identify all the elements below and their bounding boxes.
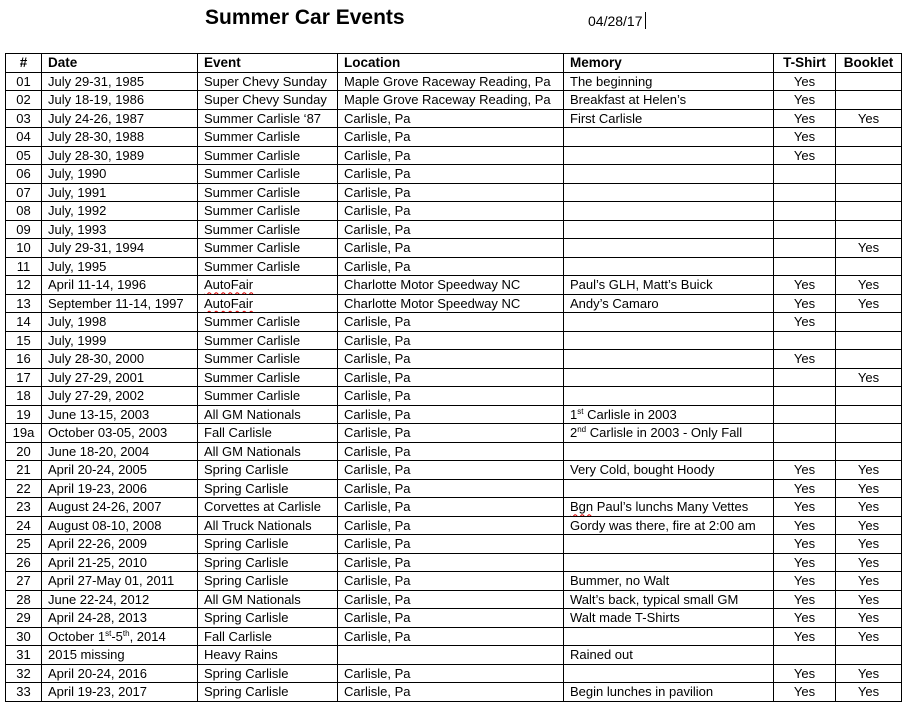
cell-event: Spring Carlisle	[198, 572, 338, 591]
cell-date: August 24-26, 2007	[42, 498, 198, 517]
cell-event: All GM Nationals	[198, 442, 338, 461]
cell-booklet	[836, 257, 902, 276]
cell-memory	[564, 128, 774, 147]
cell-booklet	[836, 165, 902, 184]
cell-tshirt	[774, 331, 836, 350]
cell-location: Carlisle, Pa	[338, 109, 564, 128]
cell-event: Summer Carlisle	[198, 257, 338, 276]
table-row	[6, 683, 902, 702]
cell-location: Carlisle, Pa	[338, 535, 564, 554]
cell-number: 14	[6, 313, 42, 332]
cell-number: 16	[6, 350, 42, 369]
table-row	[6, 535, 902, 554]
cell-booklet: Yes	[836, 516, 902, 535]
table-row	[6, 294, 902, 313]
cell-location: Carlisle, Pa	[338, 331, 564, 350]
table-row	[6, 646, 902, 665]
cell-location: Charlotte Motor Speedway NC	[338, 294, 564, 313]
cell-memory: The beginning	[564, 72, 774, 91]
cell-tshirt	[774, 202, 836, 221]
table-row	[6, 165, 902, 184]
cell-date: July 29-31, 1994	[42, 239, 198, 258]
cell-location: Carlisle, Pa	[338, 424, 564, 443]
cell-event: All Truck Nationals	[198, 516, 338, 535]
cell-date: August 08-10, 2008	[42, 516, 198, 535]
cell-tshirt: Yes	[774, 461, 836, 480]
cell-date: June 18-20, 2004	[42, 442, 198, 461]
cell-number: 33	[6, 683, 42, 702]
cell-number: 05	[6, 146, 42, 165]
table-row	[6, 350, 902, 369]
header-booklet: Booklet	[836, 54, 902, 73]
cell-number: 18	[6, 387, 42, 406]
cell-memory	[564, 146, 774, 165]
cell-date: July, 1991	[42, 183, 198, 202]
cell-location: Carlisle, Pa	[338, 498, 564, 517]
cell-event: Spring Carlisle	[198, 609, 338, 628]
table-row	[6, 72, 902, 91]
cell-booklet: Yes	[836, 294, 902, 313]
date-text: 04/28/17	[588, 13, 643, 29]
cell-number: 07	[6, 183, 42, 202]
cell-event: Super Chevy Sunday	[198, 91, 338, 110]
cell-memory	[564, 553, 774, 572]
cell-event: Corvettes at Carlisle	[198, 498, 338, 517]
cell-number: 19a	[6, 424, 42, 443]
cell-memory	[564, 202, 774, 221]
cell-event: Summer Carlisle ‘87	[198, 109, 338, 128]
cell-tshirt: Yes	[774, 664, 836, 683]
cell-tshirt: Yes	[774, 91, 836, 110]
cell-memory	[564, 442, 774, 461]
cell-tshirt	[774, 183, 836, 202]
cell-number: 22	[6, 479, 42, 498]
cell-number: 30	[6, 627, 42, 646]
cell-memory: 2nd Carlisle in 2003 - Only Fall	[564, 424, 774, 443]
cell-number: 29	[6, 609, 42, 628]
cell-date: October 1st-5th, 2014	[42, 627, 198, 646]
table-row	[6, 183, 902, 202]
cell-location: Carlisle, Pa	[338, 146, 564, 165]
cell-date: October 03-05, 2003	[42, 424, 198, 443]
table-row	[6, 498, 902, 517]
cell-location: Carlisle, Pa	[338, 128, 564, 147]
cell-number: 26	[6, 553, 42, 572]
cell-date: April 27-May 01, 2011	[42, 572, 198, 591]
cell-date: April 19-23, 2017	[42, 683, 198, 702]
cell-date: June 22-24, 2012	[42, 590, 198, 609]
cell-tshirt: Yes	[774, 627, 836, 646]
cell-location: Carlisle, Pa	[338, 239, 564, 258]
table-row	[6, 202, 902, 221]
table-row	[6, 553, 902, 572]
cell-number: 15	[6, 331, 42, 350]
cell-tshirt: Yes	[774, 516, 836, 535]
table-row	[6, 109, 902, 128]
cell-memory: Paul’s GLH, Matt’s Buick	[564, 276, 774, 295]
cell-location: Carlisle, Pa	[338, 479, 564, 498]
cell-memory	[564, 368, 774, 387]
cell-tshirt	[774, 405, 836, 424]
cell-tshirt: Yes	[774, 276, 836, 295]
cell-memory	[564, 350, 774, 369]
cell-booklet	[836, 442, 902, 461]
table-row	[6, 276, 902, 295]
cell-location: Carlisle, Pa	[338, 165, 564, 184]
cell-tshirt: Yes	[774, 498, 836, 517]
cell-event: Summer Carlisle	[198, 313, 338, 332]
cell-date: July, 1995	[42, 257, 198, 276]
cell-tshirt	[774, 257, 836, 276]
cell-date: July 18-19, 1986	[42, 91, 198, 110]
cell-location	[338, 646, 564, 665]
cell-event: Summer Carlisle	[198, 146, 338, 165]
table-row	[6, 257, 902, 276]
cell-location: Carlisle, Pa	[338, 202, 564, 221]
cell-date: April 20-24, 2005	[42, 461, 198, 480]
cell-number: 12	[6, 276, 42, 295]
cell-event: Summer Carlisle	[198, 387, 338, 406]
cell-event: Spring Carlisle	[198, 479, 338, 498]
cell-event: Spring Carlisle	[198, 664, 338, 683]
cell-tshirt	[774, 220, 836, 239]
cell-number: 28	[6, 590, 42, 609]
cell-tshirt: Yes	[774, 313, 836, 332]
cell-tshirt: Yes	[774, 683, 836, 702]
cell-number: 10	[6, 239, 42, 258]
cell-tshirt: Yes	[774, 609, 836, 628]
cell-number: 19	[6, 405, 42, 424]
cell-number: 06	[6, 165, 42, 184]
cell-memory	[564, 183, 774, 202]
table-row	[6, 664, 902, 683]
table-row	[6, 313, 902, 332]
cell-number: 32	[6, 664, 42, 683]
cell-booklet: Yes	[836, 109, 902, 128]
table-row	[6, 424, 902, 443]
cell-number: 20	[6, 442, 42, 461]
cell-number: 02	[6, 91, 42, 110]
cell-date: April 20-24, 2016	[42, 664, 198, 683]
cell-memory	[564, 257, 774, 276]
cell-booklet	[836, 146, 902, 165]
cell-number: 23	[6, 498, 42, 517]
cell-memory: Gordy was there, fire at 2:00 am	[564, 516, 774, 535]
cell-number: 25	[6, 535, 42, 554]
cell-date: July, 1992	[42, 202, 198, 221]
cell-tshirt	[774, 239, 836, 258]
cell-number: 04	[6, 128, 42, 147]
cell-date: July 29-31, 1985	[42, 72, 198, 91]
cell-date: July 27-29, 2001	[42, 368, 198, 387]
cell-event: Fall Carlisle	[198, 627, 338, 646]
cell-tshirt: Yes	[774, 109, 836, 128]
cell-memory	[564, 220, 774, 239]
table-row	[6, 220, 902, 239]
cell-location: Carlisle, Pa	[338, 553, 564, 572]
cell-event: Fall Carlisle	[198, 424, 338, 443]
cell-event: AutoFair	[198, 294, 338, 313]
cell-date: July, 1998	[42, 313, 198, 332]
cell-memory: Very Cold, bought Hoody	[564, 461, 774, 480]
cell-number: 24	[6, 516, 42, 535]
cell-date: July, 1993	[42, 220, 198, 239]
cell-date: July 28-30, 2000	[42, 350, 198, 369]
cell-booklet: Yes	[836, 664, 902, 683]
table-row	[6, 516, 902, 535]
cell-tshirt: Yes	[774, 572, 836, 591]
cell-tshirt: Yes	[774, 479, 836, 498]
cell-number: 31	[6, 646, 42, 665]
table-header-row	[6, 54, 902, 73]
cell-memory: Bummer, no Walt	[564, 572, 774, 591]
cell-memory	[564, 387, 774, 406]
cell-event: Summer Carlisle	[198, 183, 338, 202]
cell-memory	[564, 313, 774, 332]
table-row	[6, 572, 902, 591]
cell-booklet: Yes	[836, 627, 902, 646]
cell-date: 2015 missing	[42, 646, 198, 665]
cell-date: July, 1999	[42, 331, 198, 350]
table-row	[6, 461, 902, 480]
cell-date: July 28-30, 1989	[42, 146, 198, 165]
cell-event: Summer Carlisle	[198, 128, 338, 147]
cell-number: 21	[6, 461, 42, 480]
cell-number: 13	[6, 294, 42, 313]
cell-booklet	[836, 646, 902, 665]
cell-date: July, 1990	[42, 165, 198, 184]
table-row	[6, 590, 902, 609]
cell-date: April 22-26, 2009	[42, 535, 198, 554]
table-row	[6, 479, 902, 498]
header-date: Date	[42, 54, 198, 73]
cell-memory: 1st Carlisle in 2003	[564, 405, 774, 424]
cell-memory	[564, 479, 774, 498]
table-row	[6, 91, 902, 110]
cell-booklet	[836, 424, 902, 443]
cell-booklet	[836, 313, 902, 332]
cell-location: Carlisle, Pa	[338, 461, 564, 480]
cell-location: Carlisle, Pa	[338, 664, 564, 683]
table-row	[6, 387, 902, 406]
cell-booklet: Yes	[836, 590, 902, 609]
table-row	[6, 128, 902, 147]
table-row	[6, 368, 902, 387]
cell-memory	[564, 627, 774, 646]
table-row	[6, 146, 902, 165]
cell-location: Carlisle, Pa	[338, 183, 564, 202]
cell-event: Super Chevy Sunday	[198, 72, 338, 91]
cell-memory	[564, 331, 774, 350]
header-number: #	[6, 54, 42, 73]
page-title: Summer Car Events	[205, 6, 405, 29]
cell-memory: Bgn Paul’s lunchs Many Vettes	[564, 498, 774, 517]
cell-event: Summer Carlisle	[198, 331, 338, 350]
cell-date: September 11-14, 1997	[42, 294, 198, 313]
cell-tshirt: Yes	[774, 590, 836, 609]
cell-date: April 11-14, 1996	[42, 276, 198, 295]
cell-number: 01	[6, 72, 42, 91]
header-location: Location	[338, 54, 564, 73]
cell-booklet: Yes	[836, 479, 902, 498]
cell-booklet: Yes	[836, 535, 902, 554]
cell-event: Spring Carlisle	[198, 683, 338, 702]
cell-booklet: Yes	[836, 461, 902, 480]
cell-location: Carlisle, Pa	[338, 627, 564, 646]
table-row	[6, 442, 902, 461]
cell-number: 27	[6, 572, 42, 591]
cell-date: June 13-15, 2003	[42, 405, 198, 424]
cell-booklet	[836, 202, 902, 221]
cell-event: AutoFair	[198, 276, 338, 295]
cell-booklet	[836, 183, 902, 202]
document-date	[588, 12, 646, 29]
cell-event: Summer Carlisle	[198, 239, 338, 258]
cell-date: July 28-30, 1988	[42, 128, 198, 147]
cell-location: Maple Grove Raceway Reading, Pa	[338, 91, 564, 110]
cell-location: Carlisle, Pa	[338, 516, 564, 535]
cell-memory: Walt made T-Shirts	[564, 609, 774, 628]
cell-tshirt	[774, 646, 836, 665]
cell-memory: Walt’s back, typical small GM	[564, 590, 774, 609]
table-row	[6, 331, 902, 350]
table-row	[6, 239, 902, 258]
cell-location: Carlisle, Pa	[338, 257, 564, 276]
cell-memory	[564, 664, 774, 683]
cell-date: July 27-29, 2002	[42, 387, 198, 406]
cell-location: Carlisle, Pa	[338, 609, 564, 628]
cell-booklet	[836, 128, 902, 147]
cell-memory	[564, 535, 774, 554]
cell-number: 09	[6, 220, 42, 239]
cell-location: Carlisle, Pa	[338, 368, 564, 387]
cell-event: Summer Carlisle	[198, 165, 338, 184]
cell-memory	[564, 165, 774, 184]
cell-booklet: Yes	[836, 572, 902, 591]
header-tshirt: T-Shirt	[774, 54, 836, 73]
cell-tshirt: Yes	[774, 72, 836, 91]
cell-location: Carlisle, Pa	[338, 350, 564, 369]
header-event: Event	[198, 54, 338, 73]
cell-booklet	[836, 350, 902, 369]
cell-booklet	[836, 220, 902, 239]
cell-number: 08	[6, 202, 42, 221]
cell-event: Spring Carlisle	[198, 461, 338, 480]
cell-booklet	[836, 91, 902, 110]
cell-location: Maple Grove Raceway Reading, Pa	[338, 72, 564, 91]
cell-memory: Breakfast at Helen’s	[564, 91, 774, 110]
cell-booklet	[836, 387, 902, 406]
cell-event: Summer Carlisle	[198, 368, 338, 387]
cell-memory: Begin lunches in pavilion	[564, 683, 774, 702]
cell-booklet: Yes	[836, 553, 902, 572]
cell-tshirt	[774, 442, 836, 461]
cell-number: 17	[6, 368, 42, 387]
header-memory: Memory	[564, 54, 774, 73]
cell-tshirt: Yes	[774, 553, 836, 572]
cell-location: Carlisle, Pa	[338, 387, 564, 406]
cell-location: Carlisle, Pa	[338, 590, 564, 609]
cell-tshirt	[774, 424, 836, 443]
cell-tshirt: Yes	[774, 146, 836, 165]
cell-booklet: Yes	[836, 609, 902, 628]
cell-booklet: Yes	[836, 683, 902, 702]
table-row	[6, 405, 902, 424]
cell-event: All GM Nationals	[198, 405, 338, 424]
events-table-body	[6, 72, 902, 701]
cell-tshirt: Yes	[774, 350, 836, 369]
cell-tshirt: Yes	[774, 535, 836, 554]
cell-booklet	[836, 331, 902, 350]
table-row	[6, 627, 902, 646]
cell-number: 03	[6, 109, 42, 128]
cell-memory: Rained out	[564, 646, 774, 665]
cell-number: 11	[6, 257, 42, 276]
cell-date: July 24-26, 1987	[42, 109, 198, 128]
cell-date: April 24-28, 2013	[42, 609, 198, 628]
cell-location: Carlisle, Pa	[338, 572, 564, 591]
cell-booklet: Yes	[836, 276, 902, 295]
cell-tshirt	[774, 387, 836, 406]
cell-tshirt	[774, 165, 836, 184]
table-row	[6, 609, 902, 628]
cell-location: Carlisle, Pa	[338, 442, 564, 461]
events-table	[5, 53, 902, 702]
cell-event: All GM Nationals	[198, 590, 338, 609]
cell-event: Spring Carlisle	[198, 553, 338, 572]
cell-memory	[564, 239, 774, 258]
cell-event: Summer Carlisle	[198, 350, 338, 369]
cell-location: Carlisle, Pa	[338, 220, 564, 239]
cell-location: Carlisle, Pa	[338, 405, 564, 424]
cell-event: Summer Carlisle	[198, 202, 338, 221]
cell-tshirt	[774, 368, 836, 387]
cell-booklet: Yes	[836, 498, 902, 517]
cell-tshirt: Yes	[774, 294, 836, 313]
cell-booklet	[836, 72, 902, 91]
cell-event: Spring Carlisle	[198, 535, 338, 554]
cell-date: April 19-23, 2006	[42, 479, 198, 498]
cell-booklet	[836, 405, 902, 424]
cell-event: Heavy Rains	[198, 646, 338, 665]
text-cursor	[645, 12, 646, 29]
cell-booklet: Yes	[836, 368, 902, 387]
cell-tshirt: Yes	[774, 128, 836, 147]
cell-booklet: Yes	[836, 239, 902, 258]
cell-location: Carlisle, Pa	[338, 313, 564, 332]
cell-memory: Andy’s Camaro	[564, 294, 774, 313]
cell-location: Charlotte Motor Speedway NC	[338, 276, 564, 295]
cell-memory: First Carlisle	[564, 109, 774, 128]
cell-event: Summer Carlisle	[198, 220, 338, 239]
cell-location: Carlisle, Pa	[338, 683, 564, 702]
cell-date: April 21-25, 2010	[42, 553, 198, 572]
